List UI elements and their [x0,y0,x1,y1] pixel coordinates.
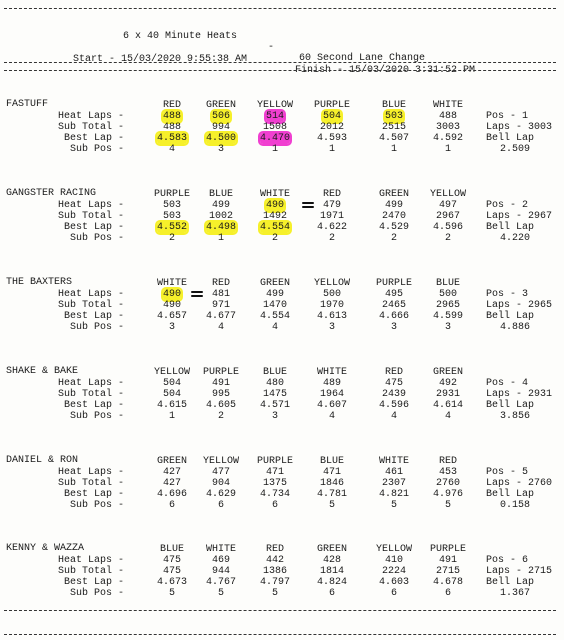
value-cell: 475 [384,378,403,389]
summary-laps: Laps - 2931 [486,389,553,400]
value-cell: 5 [168,588,175,599]
value-cell: 491 [211,378,230,389]
heat-laps-row [0,378,564,389]
value-cell: 4 [390,411,397,422]
value-cell: 4.976 [432,489,463,500]
summary-bell-lap: 2.509 [500,144,531,155]
bottom-divider [4,610,556,611]
value-cell: 2439 [381,389,406,400]
value-cell: 4 [328,411,335,422]
value-cell: 4.596 [432,222,463,233]
summary-bell-lap: 4.220 [500,233,531,244]
value-cell: 4.767 [205,577,236,588]
lane-color: YELLOW [313,278,350,289]
value-cell [191,111,251,122]
summary-pos: Pos - 3 [486,289,529,300]
summary-bell-lap-label: Bell Lap [486,133,535,144]
value-cell: 994 [211,122,230,133]
highlighted-value: 4.500 [205,133,236,144]
value-cell: 4.613 [316,311,347,322]
row-label: Heat Laps - [57,467,124,478]
value-cell: 1 [328,144,335,155]
lane-color: WHITE [432,100,463,111]
value-cell: 491 [438,555,457,566]
value-cell: 481 [211,289,230,300]
sub-total-row [0,122,564,133]
value-cell: 4.629 [205,489,236,500]
summary-pos: Pos - 5 [486,467,529,478]
value-cell: 471 [322,467,341,478]
lane-color: RED [438,456,457,467]
row-label: Best Lap - [63,489,124,500]
value-cell: 5 [328,500,335,511]
value-cell: 4.622 [316,222,347,233]
team-name: DANIEL & RON [6,455,79,466]
value-cell: 2470 [381,211,406,222]
value-cell: 2760 [435,478,460,489]
value-cell: 471 [265,467,284,478]
value-cell: 1508 [262,122,287,133]
value-cell: 4 [271,322,278,333]
sub-total-row [0,478,564,489]
highlighted-value: 490 [162,289,181,300]
value-cell: 492 [438,378,457,389]
row-label: Heat Laps - [57,289,124,300]
best-lap-row [0,311,564,322]
value-cell: 1470 [262,300,287,311]
row-label: Sub Pos - [69,233,124,244]
finish-time: Finish - 15/03/2020 3:31:52 PM [295,65,476,76]
lane-color: YELLOW [256,100,293,111]
value-cell [302,111,362,122]
value-cell: 4.824 [316,577,347,588]
highlighted-value: 4.583 [156,133,187,144]
summary-bell-lap-label: Bell Lap [486,311,535,322]
title-heats: 6 x 40 Minute Heats [123,31,238,42]
row-label: Heat Laps - [57,200,124,211]
row-label: Sub Total - [57,478,124,489]
title-separator: - [268,42,275,53]
value-cell: 1475 [262,389,287,400]
lane-color: RED [265,544,284,555]
sub-total-row [0,389,564,400]
value-cell: 4.781 [316,489,347,500]
lane-color: GREEN [316,544,347,555]
value-cell: 4.507 [378,133,409,144]
value-cell: 6 [271,500,278,511]
value-cell: 2012 [319,122,344,133]
row-label: Sub Total - [57,566,124,577]
highlighted-value: 4.470 [259,133,290,144]
row-label: Sub Pos - [69,322,124,333]
value-cell: 4.677 [205,311,236,322]
team-block [0,277,564,347]
heat-laps-row [0,289,564,300]
summary-pos: Pos - 6 [486,555,529,566]
best-lap-row [0,489,564,500]
highlighted-value: 4.498 [205,222,236,233]
lane-color-row [0,544,564,555]
value-cell: 4.821 [378,489,409,500]
value-cell: 2965 [435,300,460,311]
row-label: Sub Pos - [69,411,124,422]
value-cell: 944 [211,566,230,577]
value-cell: 4.657 [156,311,187,322]
sub-pos-row [0,322,564,333]
value-cell: 6 [217,500,224,511]
value-cell: 500 [322,289,341,300]
summary-bell-lap-label: Bell Lap [486,489,535,500]
lane-color-row [0,456,564,467]
lane-color-row [0,278,564,289]
row-label: Best Lap - [63,311,124,322]
value-cell: 2224 [381,566,406,577]
value-cell: 477 [211,467,230,478]
title-lane-change: 60 Second Lane Change [299,53,426,64]
summary-laps: Laps - 2715 [486,566,553,577]
lane-color: PURPLE [429,544,466,555]
value-cell [245,133,305,144]
value-cell: 904 [211,478,230,489]
sub-total-row [0,300,564,311]
summary-bell-lap: 0.158 [500,500,531,511]
lane-color: YELLOW [153,367,190,378]
sub-pos-row [0,500,564,511]
lane-color: PURPLE [313,100,350,111]
value-cell: 4.615 [156,400,187,411]
value-cell: 504 [162,378,181,389]
highlighted-value: 503 [384,111,403,122]
value-cell: 1 [271,144,278,155]
highlighted-value: 506 [211,111,230,122]
value-cell: 2 [271,233,278,244]
value-cell: 4.614 [432,400,463,411]
summary-bell-lap-label: Bell Lap [486,400,535,411]
value-cell [245,111,305,122]
lane-color-row [0,100,564,111]
summary-pos: Pos - 2 [486,200,529,211]
value-cell: 428 [322,555,341,566]
best-lap-row [0,577,564,588]
value-cell: 480 [265,378,284,389]
value-cell: 503 [162,211,181,222]
value-cell: 3 [168,322,175,333]
lane-color: RED [384,367,403,378]
header-divider [4,62,556,63]
value-cell: 453 [438,467,457,478]
summary-laps: Laps - 2967 [486,211,553,222]
value-cell: 2 [168,233,175,244]
value-cell: 6 [168,500,175,511]
lane-color: GREEN [432,367,463,378]
highlighted-value: 488 [162,111,181,122]
lane-color-row [0,189,564,200]
lane-color: WHITE [316,367,347,378]
value-cell: 4.554 [259,311,290,322]
value-cell: 6 [390,588,397,599]
lane-color: YELLOW [429,189,466,200]
row-label: Best Lap - [63,133,124,144]
row-label: Sub Total - [57,389,124,400]
lane-color: PURPLE [256,456,293,467]
value-cell: 3 [390,322,397,333]
value-cell: 4.797 [259,577,290,588]
value-cell [364,111,424,122]
value-cell: 2515 [381,122,406,133]
row-label: Sub Pos - [69,500,124,511]
value-cell: 500 [438,289,457,300]
value-cell: 499 [384,200,403,211]
value-cell: 4.571 [259,400,290,411]
value-cell: 4.592 [432,133,463,144]
row-label: Heat Laps - [57,111,124,122]
value-cell: 2307 [381,478,406,489]
value-cell: 2 [390,233,397,244]
value-cell: 971 [211,300,230,311]
bottom-divider-2 [4,634,556,635]
value-cell: 469 [211,555,230,566]
summary-bell-lap: 3.856 [500,411,531,422]
lane-color: PURPLE [375,278,412,289]
lane-color: GREEN [259,278,290,289]
lane-color: RED [162,100,181,111]
value-cell: 490 [162,300,181,311]
team-block [0,455,564,525]
summary-laps: Laps - 2965 [486,300,553,311]
value-cell: 475 [162,555,181,566]
lane-color: BLUE [381,100,406,111]
row-label: Best Lap - [63,577,124,588]
summary-laps: Laps - 3003 [486,122,553,133]
value-cell: 410 [384,555,403,566]
sub-pos-row [0,233,564,244]
best-lap-row [0,222,564,233]
value-cell: 489 [322,378,341,389]
row-label: Sub Pos - [69,144,124,155]
value-cell: 6 [444,588,451,599]
value-cell: 504 [162,389,181,400]
start-time: Start - 15/03/2020 9:55:38 AM [73,54,248,65]
lane-color: BLUE [208,189,233,200]
sub-pos-row [0,411,564,422]
best-lap-row [0,133,564,144]
top-divider [4,8,556,9]
value-cell: 442 [265,555,284,566]
sub-pos-row [0,588,564,599]
lane-color: WHITE [259,189,290,200]
lane-color: WHITE [156,278,187,289]
summary-pos: Pos - 4 [486,378,529,389]
value-cell: 1002 [208,211,233,222]
team-name: KENNY & WAZZA [6,543,85,554]
row-label: Best Lap - [63,222,124,233]
lane-color: GREEN [205,100,236,111]
row-label: Heat Laps - [57,378,124,389]
summary-laps: Laps - 2760 [486,478,553,489]
lane-color: YELLOW [375,544,412,555]
lane-color: BLUE [262,367,287,378]
value-cell: 488 [162,122,181,133]
highlighted-value: 514 [265,111,284,122]
team-block [0,99,564,169]
team-block [0,366,564,436]
value-cell: 2967 [435,211,460,222]
value-cell: 427 [162,478,181,489]
team-name: GANGSTER RACING [6,188,97,199]
summary-bell-lap-label: Bell Lap [486,577,535,588]
value-cell: 4.605 [205,400,236,411]
value-cell: 2931 [435,389,460,400]
value-cell: 3 [444,322,451,333]
value-cell: 995 [211,389,230,400]
value-cell: 3 [217,144,224,155]
team-block [0,188,564,258]
value-cell: 1846 [319,478,344,489]
value-cell: 488 [438,111,457,122]
value-cell: 4.734 [259,489,290,500]
value-cell: 2 [328,233,335,244]
value-cell: 4.696 [156,489,187,500]
value-cell: 4.673 [156,577,187,588]
value-cell: 475 [162,566,181,577]
equals-mark [191,291,205,297]
value-cell: 1 [390,144,397,155]
heat-laps-row [0,555,564,566]
team-block [0,543,564,613]
highlighted-value: 504 [322,111,341,122]
value-cell: 5 [271,588,278,599]
lane-color-row [0,367,564,378]
value-cell: 4.599 [432,311,463,322]
header-divider-2 [4,70,556,71]
value-cell: 1386 [262,566,287,577]
sub-pos-row [0,144,564,155]
value-cell: 1 [168,411,175,422]
value-cell: 4.678 [432,577,463,588]
team-name: SHAKE & BAKE [6,366,79,377]
value-cell [245,200,305,211]
heat-laps-row [0,200,564,211]
value-cell: 1375 [262,478,287,489]
value-cell: 1492 [262,211,287,222]
value-cell: 1971 [319,211,344,222]
lane-color: PURPLE [202,367,239,378]
lane-color: GREEN [156,456,187,467]
lane-color: PURPLE [153,189,190,200]
team-name: THE BAXTERS [6,277,73,288]
value-cell: 4.596 [378,400,409,411]
lane-color: BLUE [159,544,184,555]
value-cell: 1814 [319,566,344,577]
highlighted-value: 4.552 [156,222,187,233]
value-cell: 2465 [381,300,406,311]
team-name: FASTUFF [6,99,49,110]
value-cell: 2 [217,411,224,422]
value-cell: 4.593 [316,133,347,144]
summary-bell-lap: 4.886 [500,322,531,333]
value-cell: 1 [217,233,224,244]
value-cell: 1964 [319,389,344,400]
value-cell: 4 [444,411,451,422]
value-cell: 5 [217,588,224,599]
lane-color: RED [322,189,341,200]
highlighted-value: 4.554 [259,222,290,233]
value-cell: 1970 [319,300,344,311]
value-cell: 4.666 [378,311,409,322]
value-cell: 4 [168,144,175,155]
heat-laps-row [0,111,564,122]
value-cell: 499 [211,200,230,211]
value-cell: 503 [162,200,181,211]
row-label: Heat Laps - [57,555,124,566]
value-cell: 2715 [435,566,460,577]
value-cell: 2 [444,233,451,244]
value-cell [245,222,305,233]
summary-pos: Pos - 1 [486,111,529,122]
value-cell: 461 [384,467,403,478]
value-cell: 1 [444,144,451,155]
value-cell: 497 [438,200,457,211]
value-cell: 427 [162,467,181,478]
value-cell: 3 [328,322,335,333]
value-cell [191,133,251,144]
value-cell: 5 [390,500,397,511]
value-cell: 4.529 [378,222,409,233]
heat-laps-row [0,467,564,478]
highlighted-value: 490 [265,200,284,211]
value-cell: 4.607 [316,400,347,411]
lane-color: BLUE [319,456,344,467]
row-label: Sub Total - [57,211,124,222]
value-cell: 3003 [435,122,460,133]
value-cell: 479 [322,200,341,211]
sub-total-row [0,211,564,222]
summary-bell-lap: 1.367 [500,588,531,599]
lane-color: BLUE [435,278,460,289]
equals-mark [302,202,316,208]
sub-total-row [0,566,564,577]
row-label: Sub Total - [57,300,124,311]
row-label: Sub Total - [57,122,124,133]
lane-color: WHITE [378,456,409,467]
value-cell: 4 [217,322,224,333]
value-cell [191,222,251,233]
value-cell: 6 [328,588,335,599]
value-cell: 5 [444,500,451,511]
value-cell: 4.603 [378,577,409,588]
value-cell: 3 [271,411,278,422]
lane-color: YELLOW [202,456,239,467]
sheet-times [0,43,564,87]
row-label: Best Lap - [63,400,124,411]
lane-color: GREEN [378,189,409,200]
summary-bell-lap-label: Bell Lap [486,222,535,233]
value-cell: 499 [265,289,284,300]
value-cell: 495 [384,289,403,300]
row-label: Sub Pos - [69,588,124,599]
lane-color: RED [211,278,230,289]
lane-color: WHITE [205,544,236,555]
best-lap-row [0,400,564,411]
